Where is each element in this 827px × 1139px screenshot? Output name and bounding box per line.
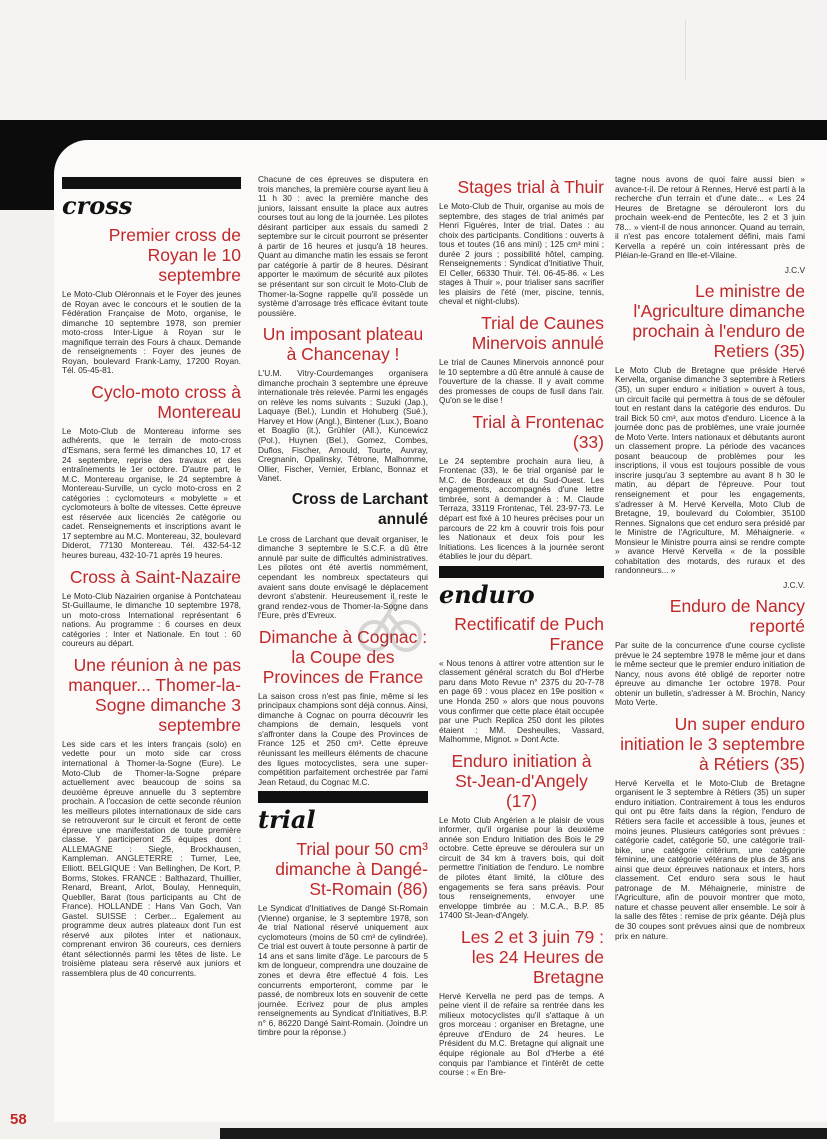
article-heading: Enduro de Nancy reporté xyxy=(669,595,805,636)
article-text: Le 24 septembre prochain aura lieu, à Frontenac (33), le 6e trial organisé par le M.C. de Bordeaux et du Sud-Ouest. Les engagements, accompagnés d'une lettre timbrée, sont à demander à : M. Claude Terraza, 33119 Frontenac, Tél. 23-97-73. Le départ est fixé à 10 heures précises pour un parcours de 22 km à couvrir trois fois pour les Nationaux et deux fois pour les Initiations. Les licences à la journée seront établies le jour du départ. xyxy=(439,455,604,562)
article-heading: Les 2 et 3 juin 79 : les 24 Heures de Bretagne xyxy=(460,926,604,987)
article-heading: Stages trial à Thuir xyxy=(457,177,604,197)
article-text: « Nous tenons à attirer votre attention sur le classement général scratch du Bol d'Herbe paru dans Moto Revue n° 2375 du 20-7-78 en page 69 : vous placez en 19e position « une Honda 250 » alors que nous pouvons vous confirmer que cette place était occupée par une Puch Replica 250 dont les pilotes étaient : MM. Desheulles, Vassard, Malhomme, Mignot. » Dont Acte. xyxy=(439,657,604,745)
article-heading: Cross de Larchant annulé xyxy=(291,490,428,528)
section-title-cross: cross xyxy=(62,191,133,220)
author-signature: J.C.V xyxy=(784,264,805,275)
article-text: L'U.M. Vitry-Courdemanges organisera dimanche prochain 3 septembre une épreuve internationale très relevée. Parmi les engagés on relève les noms suivants : Suzuki (Jap.), Laquaye (Bel.), Lundin et Hohuberg (Sué.), Harvey et How (Angl.), Bintener (Lux.), Boano et Boaglio (it.), Grühler (All.), Kuncewicz (Pol.), Huynen (Bel.), Gomez, Combes, Duflos, Fischer, Arnould, Tourte, Auvray, Cregnanin, Opalinsky, Tétrone, Malhomme, Ollier, Fischer, Vernier, Erblanc, Bonnaz et Vanet. xyxy=(258,368,428,484)
column-3 xyxy=(439,175,604,1082)
article-heading: Cyclo-moto cross à Montereau xyxy=(91,381,241,422)
article-text: Par suite de la concurrence d'une course cycliste prévue le 24 septembre 1978 le même jour et dans le même secteur que le premier enduro initiation de Nancy, nous avons été obligé de reporter notre épreuve au dimanche 1er octobre 1978. Pour obtenir un bulletin, s'adresser à M. Brochin, Nancy Moto Verte. xyxy=(615,639,805,708)
article-text: Le cross de Larchant que devait organiser, le dimanche 3 septembre le S.C.F. a dû être annulé par suite de difficultés administratives. Les pilotes ont été avertis nommément, cependant les nombreux spectateurs qui avaient sans doute envisagé le déplacement devront s'abstenir. Heureusement il reste le grand rendez-vous de Thomer-la-Sogne dans l'Eure, près d'Evreux. xyxy=(258,533,428,621)
article-heading: Une réunion à ne pas manquer... Thomer-la-Sogne dimanche 3 septembre xyxy=(68,654,241,735)
article-text: tagne nous avons de quoi faire aussi bien » avance-t-il. De retour à Rennes, Hervé est parti à la recherche d'un terrain et d'une date... « Les 24 Heures de Bretagne se dérouleront lors du prochain week-end de Pentecôte, les 2 et 3 juin 78... » vient-il de nous annoncer. Quand au terrain, il n'est pas encore totalement défini, mais l'ami Kervella a repéré un coin intéressant près de Pléian-le-Grand en Ille-et-Vilaine. xyxy=(615,175,805,261)
page-number: 58 xyxy=(10,1111,27,1128)
article-text: Hervé Kervella ne perd pas de temps. A peine vient il de refaire sa rentrée dans les milieux motocyclistes qu'il s'attaque à un gros morceau : organiser en Bretagne, une épreuve d'Enduro de 24 heures. Le Président du M.C. Bretagne qui alignait une équipe régionale au Bol d'Herbe a été conquis par l'ambiance et l'intérêt de cette course : « En Bre- xyxy=(439,990,604,1078)
column-1 xyxy=(62,175,241,983)
article-heading: Rectificatif de Puch France xyxy=(454,613,604,654)
section-rule xyxy=(62,177,241,189)
article-heading: Trial de Caunes Minervois annulé xyxy=(471,313,604,354)
article-text: La saison cross n'est pas finie, même si les principaux champions sont déjà connus. Ainsi, dimanche à Cognac on pourra découvrir les champions de demain, lesquels vont s'affronter dans la Coupe des Provinces de France 125 et 250 cm³. Cette épreuve réunissant les meilleurs éléments de chacune des ligues motocyclistes, sera une super-compétition parfaitement orchestrée par l'ami Jean Retaud, du Cognac M.C. xyxy=(258,690,428,787)
article-heading: Enduro initiation à St-Jean-d'Angely (17) xyxy=(451,750,592,811)
article-text: Le Moto-Club Nazairien organise à Pontchateau St-Guillaume, le dimanche 10 septembre 1978, un moto-cross International représentant 6 nations. Au programme : 6 courses en deux catégories : Inter et Nationale. En tout : 60 coureurs au départ. xyxy=(62,590,241,649)
article-heading: Dimanche à Cognac : la Coupe des Provinces de France xyxy=(258,626,428,687)
section-rule xyxy=(439,566,604,578)
article-heading: Premier cross de Royan le 10 septembre xyxy=(108,225,241,285)
article-text: Le Moto-Club de Thuir, organise au mois de septembre, des stages de trial animés par Henri Figuères, Inter de trial. Dates : au choix des participants. Conditions : ouverts à tous et toutes (16 ans mini) ; 125 cm³ mini ; durée 2 jours ; possibilité hôtel, camping. Renseignements : Syndicat d'Initiative Thuir, El Celler, 66330 Thuir. Tél. 06-45-86. « Les stages à Thuir », pour trialiser sans sacrifier les plaisirs de l'été (mer, piscine, tennis, cheval et night-clubs). xyxy=(439,201,604,307)
top-margin xyxy=(0,0,827,140)
article-text: Chacune de ces épreuves se disputera en trois manches, la première course ayant lieu à 11 h 30 : avec la première manche des juniors, laissant ensuite la place aux autres courses tout au long de la journée. Les pilotes désirant participer aux essais du samedi 2 septembre sur le circuit pourront se présenter à partir de 16 heures et jusqu'à 18 heures. Quant au dimanche matin les essais se feront par catégorie à partir de 8 heures. Désirant apporter le maximum de sécurité aux pilotes se présentant sur son circuit le Moto-Club de Thomer-la-Sogne rappelle qu'il possède un système d'arrosage très efficace évitant toute poussière. xyxy=(258,175,428,318)
section-title-enduro: enduro xyxy=(439,579,535,609)
paper-mark xyxy=(685,20,686,80)
article-text: Les side cars et les inters français (solo) en vedette pour un moto side car cross international à Thomer-la-Sogne (Eure). Le Moto-Club de Thomer-la-Sogne prépare actuellement avec beaucoup de soins sa deuxième épreuve annuelle du 3 septembre prochain. A l'occasion de cette seconde réunion les meilleurs pilotes internationaux de side cars se retrouveront sur le circuit et feront de cette épreuve une manifestation de toute première classe. Y participeront 25 équipes dont : ALLEMAGNE : Siegle, Brockhausen, Kampleman. ANGLETERRE : Turner, Lee, Elliott. BELGIQUE : Van Bellinghen, De Kort, P. Borms, Stokes. FRANCE : Balthazard, Thuillier, Renard, Breant, Arlot, Boulay, Hennequin, Quebller, Barat (tous participants au Cht de France). HOLLANDE : Hans Van Goch, Van Gastel. SUISSE : Cerber... Egalement au programme deux autres plateaux dont l'un est réservé aux pilotes inter et nationaux, comprenant environ 36 coureurs, ces derniers étant sélectionnés parmi les têtes de liste. Le troisième plateau sera réservé aux juniors et rassemblera plus de 40 concurrents. xyxy=(62,738,241,978)
article-heading: Cross à Saint-Nazaire xyxy=(69,566,241,587)
article-heading: Le ministre de l'Agriculture dimanche prochain à l'enduro de Retiers (35) xyxy=(632,280,805,361)
article-text: Hervé Kervella et le Moto-Club de Bretagne organisent le 3 septembre à Rétiers (35) un super enduro initiation. Contrairement à tous les enduros qui ont pu être faits dans la région, l'enduro de Rétiers sera facile et accessible à tous, jeunes et moins jeunes. Plusieurs catégories sont prévues : catégorie cadet, catégorie 50, une catégorie trail-bike, une catégorie critérium, une catégorie féminine, une catégorie vétérans de plus de 35 ans ainsi que deux épreuves nationaux et inters, hors classement. Cet enduro sera sous le haut patronage de M. Méhaignerie, ministre de l'Agriculture, afin de pouvoir montrer que moto, nature et chasse peuvent aller ensemble. Le soir à la salle des fêtes : remise de prix géante. Déjà plus de 30 coupes sont prévues ainsi que de nombreux prix en nature. xyxy=(615,777,805,941)
article-heading: Un imposant plateau à Chancenay ! xyxy=(262,324,424,365)
moto-watermark-icon xyxy=(356,588,422,656)
article-text: Le trial de Caunes Minervois annoncé pour le 10 septembre a dû être annulé à cause de l'ouverture de la chasse. Il y avait comme des promesses de coups de fusil dans l'air. Qu'on se le dise ! xyxy=(439,357,604,406)
article-text: Le Moto-Club de Montereau informe ses adhérents, que le terrain de moto-cross d'Esmans, sera fermé les dimanches 10, 17 et 24 septembre, reprise des travaux et des entraînements le 1er octobre. D'autre part, le M.C. Montereau organise, le 24 septembre à Montereau-Surville, un cyclo moto-cross en 2 catégories : cyclomoteurs « mobylette » et cyclomoteurs à boîte de vitesses. Cette épreuve est réservée aux licenciés 2e catégorie ou cadet. Renseignements et inscriptions avant le 17 septembre au M.C. Montereau, 32, boulevard Diderot, 77130 Montereau. Tél. 432-54-12 heures bureau, 432-10-71 après 19 heures. xyxy=(62,425,241,561)
section-rule xyxy=(258,791,428,803)
article-text: Le Moto Club de Bretagne que préside Hervé Kervella, organise dimanche 3 septembre à Retiers (35), un super enduro « initiation » ouvert à tous, un circuit facile qui permettra à tous de se défouler tout en restant dans la catégorie des enduros. Du trail Bick 50 cm³, aux motos d'enduro. Licence à la journée donc pas de problèmes, une vraie journée de Moto Verte. Inters nationaux et débutants auront un classement propre. La période des vacances posant beaucoup de problèmes pour les inscriptions, il vous est toujours possible de vous inscrire jusqu'au 3 septembre au avant 8 h 30 le matin, au départ de l'épreuve. Pour tout renseignement et pour les engagements, s'adresser à M. Hervé Kervella, Moto Club de Bretagne, 19, boulevard du Colombier, 35100 Rennes. Signalons que cet enduro sera présidé par le Ministre de l'Agriculture, M. Méhaignerie. « Monsieur le Ministre pourra ainsi se rendre compte » avance Hervé Kervella « de la possible cohabitation des motards, des ruraux et des randonneurs... » xyxy=(615,364,805,576)
article-text: Le Moto-Club Oléronnais et le Foyer des jeunes de Royan avec le concours et le soutien de la Fédération Française de Moto, organise, le dimanche 10 septembre 1978, son premier moto-cross Inter-Ligue à Royan sur le magnifique terrain des Fours à chaux. Demande de renseignements : Foyer des jeunes de Royan, boulevard Frank-Lamy, 17200 Royan. Tél. 05-45-81. xyxy=(62,289,241,376)
article-text: Le Syndicat d'Initiatives de Dangé St-Romain (Vienne) organise, le 3 septembre 1978, son 4e trial National réservé uniquement aux cyclomoteurs (moins de 50 cm³ de cylindrée). Ce trial est ouvert à toute personne à partir de 14 ans et sans limite d'âge. Le parcours de 5 km de longueur, comprendra une douzaine de zones et devra être effectué 4 fois. Les concurrents emporteront, comme par le passé, de nombreux lots en souvenir de cette journée. Ecrivez pour de plus amples renseignements au Syndicat d'Initiatives, B.P. n° 6, 86220 Dangé Saint-Romain. (Joindre un timbre pour la réponse.) xyxy=(258,903,428,1038)
article-heading: Trial pour 50 cm³ dimanche à Dangé-St-Romain (86) xyxy=(275,839,428,900)
section-title-trial: trial xyxy=(258,805,316,835)
article-heading: Trial à Frontenac (33) xyxy=(472,411,604,452)
column-4 xyxy=(615,175,805,945)
article-text: Le Moto Club Angérien a le plaisir de vous informer, qu'il organise pour la deuxième année son Enduro Initiation des Bois le 29 octobre. Cette épreuve se déroulera sur un circuit de 34 km à travers bois, qui doit permettre l'initiation de l'enduro. Le nombre de pilotes étant limité, la clôture des engagements se fera sans préavis. Pour tous renseignements, envoyer une enveloppe timbrée au : M.C.A., B.P. 85 17400 St-Jean-d'Angely. xyxy=(439,814,604,921)
article-heading: Un super enduro initiation le 3 septembre à Rétiers (35) xyxy=(620,713,805,774)
author-signature: J.C.V. xyxy=(783,579,805,590)
bottom-edge-strip xyxy=(220,1128,827,1139)
